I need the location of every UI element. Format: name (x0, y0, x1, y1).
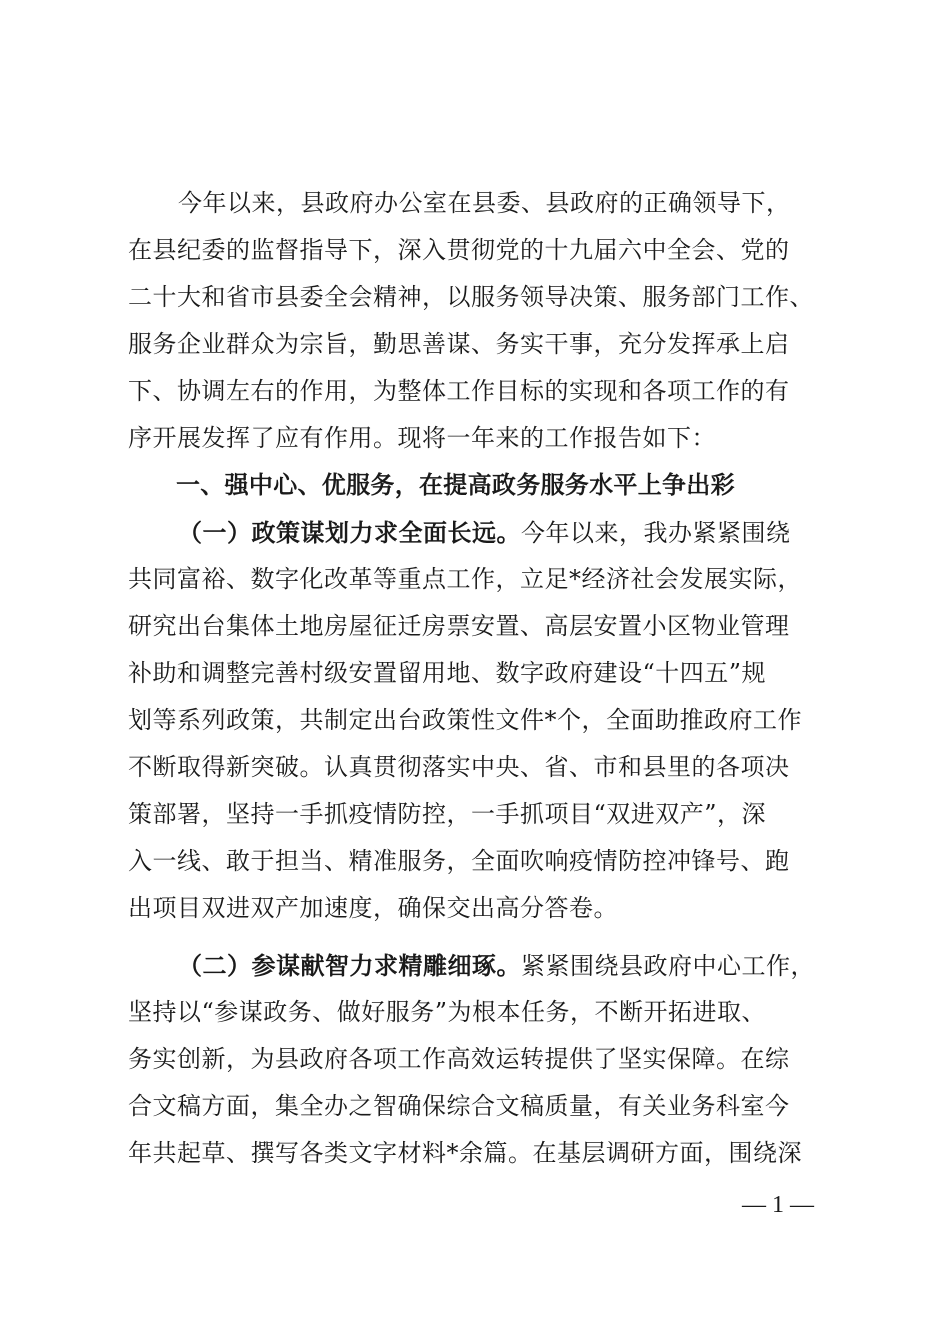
subsection-2-line: 合文稿方面，集全办之智确保综合文稿质量，有关业务科室今 (128, 1092, 790, 1120)
intro-line: 在县纪委的监督指导下，深入贯彻党的十九届六中全会、党的 (128, 236, 790, 264)
subsection-2-text: 紧紧围绕县政府中心工作， (521, 952, 815, 980)
subsection-1-line: 入一线、敢于担当、精准服务，全面吹响疫情防控冲锋号、跑 (128, 847, 790, 875)
subsection-2-title: （二）参谋献智力求精雕细琢。 (178, 951, 521, 980)
section-heading: 一、强中心、优服务，在提高政务服务水平上争出彩 (176, 471, 735, 499)
intro-line: 今年以来，县政府办公室在县委、县政府的正确领导下， (178, 189, 791, 217)
intro-line: 二十大和省市县委全会精神，以服务领导决策、服务部门工作、 (128, 283, 814, 311)
document-body (128, 180, 838, 1177)
subsection-1-line: 研究出台集体土地房屋征迁房票安置、高层安置小区物业管理 (128, 612, 790, 640)
subsection-1-line: 策部署，坚持一手抓疫情防控，一手抓项目“双进双产”，深 (128, 800, 767, 828)
subsection-2-line: 年共起草、撰写各类文字材料*余篇。在基层调研方面，围绕深 (128, 1139, 802, 1167)
subsection-2-line: 务实创新，为县政府各项工作高效运转提供了坚实保障。在综 (128, 1045, 790, 1073)
paragraph-gap (128, 932, 838, 942)
intro-line: 序开展发挥了应有作用。现将一年来的工作报告如下： (128, 424, 716, 452)
subsection-1-line: 不断取得新突破。认真贯彻落实中央、省、市和县里的各项决 (128, 753, 790, 781)
subsection-2-first-line (128, 942, 838, 989)
subsection-1-text: 今年以来，我办紧紧围绕 (521, 519, 791, 547)
subsection-1-line: 共同富裕、数字化改革等重点工作，立足*经济社会发展实际， (128, 565, 802, 593)
intro-line: 下、协调左右的作用，为整体工作目标的实现和各项工作的有 (128, 377, 790, 405)
page-number: — 1 — (742, 1192, 814, 1218)
intro-line: 服务企业群众为宗旨，勤思善谋、务实干事，充分发挥承上启 (128, 330, 790, 358)
subsection-1-line: 补助和调整完善村级安置留用地、数字政府建设“十四五”规 (128, 659, 767, 687)
subsection-2-line: 坚持以“参谋政务、做好服务”为根本任务，不断开拓进取、 (128, 998, 767, 1026)
subsection-1-first-line (128, 509, 838, 556)
subsection-1-line: 出项目双进双产加速度，确保交出高分答卷。 (128, 894, 618, 922)
subsection-1-line: 划等系列政策，共制定出台政策性文件*个，全面助推政府工作 (128, 706, 802, 734)
subsection-1-title: （一）政策谋划力求全面长远。 (178, 518, 521, 547)
